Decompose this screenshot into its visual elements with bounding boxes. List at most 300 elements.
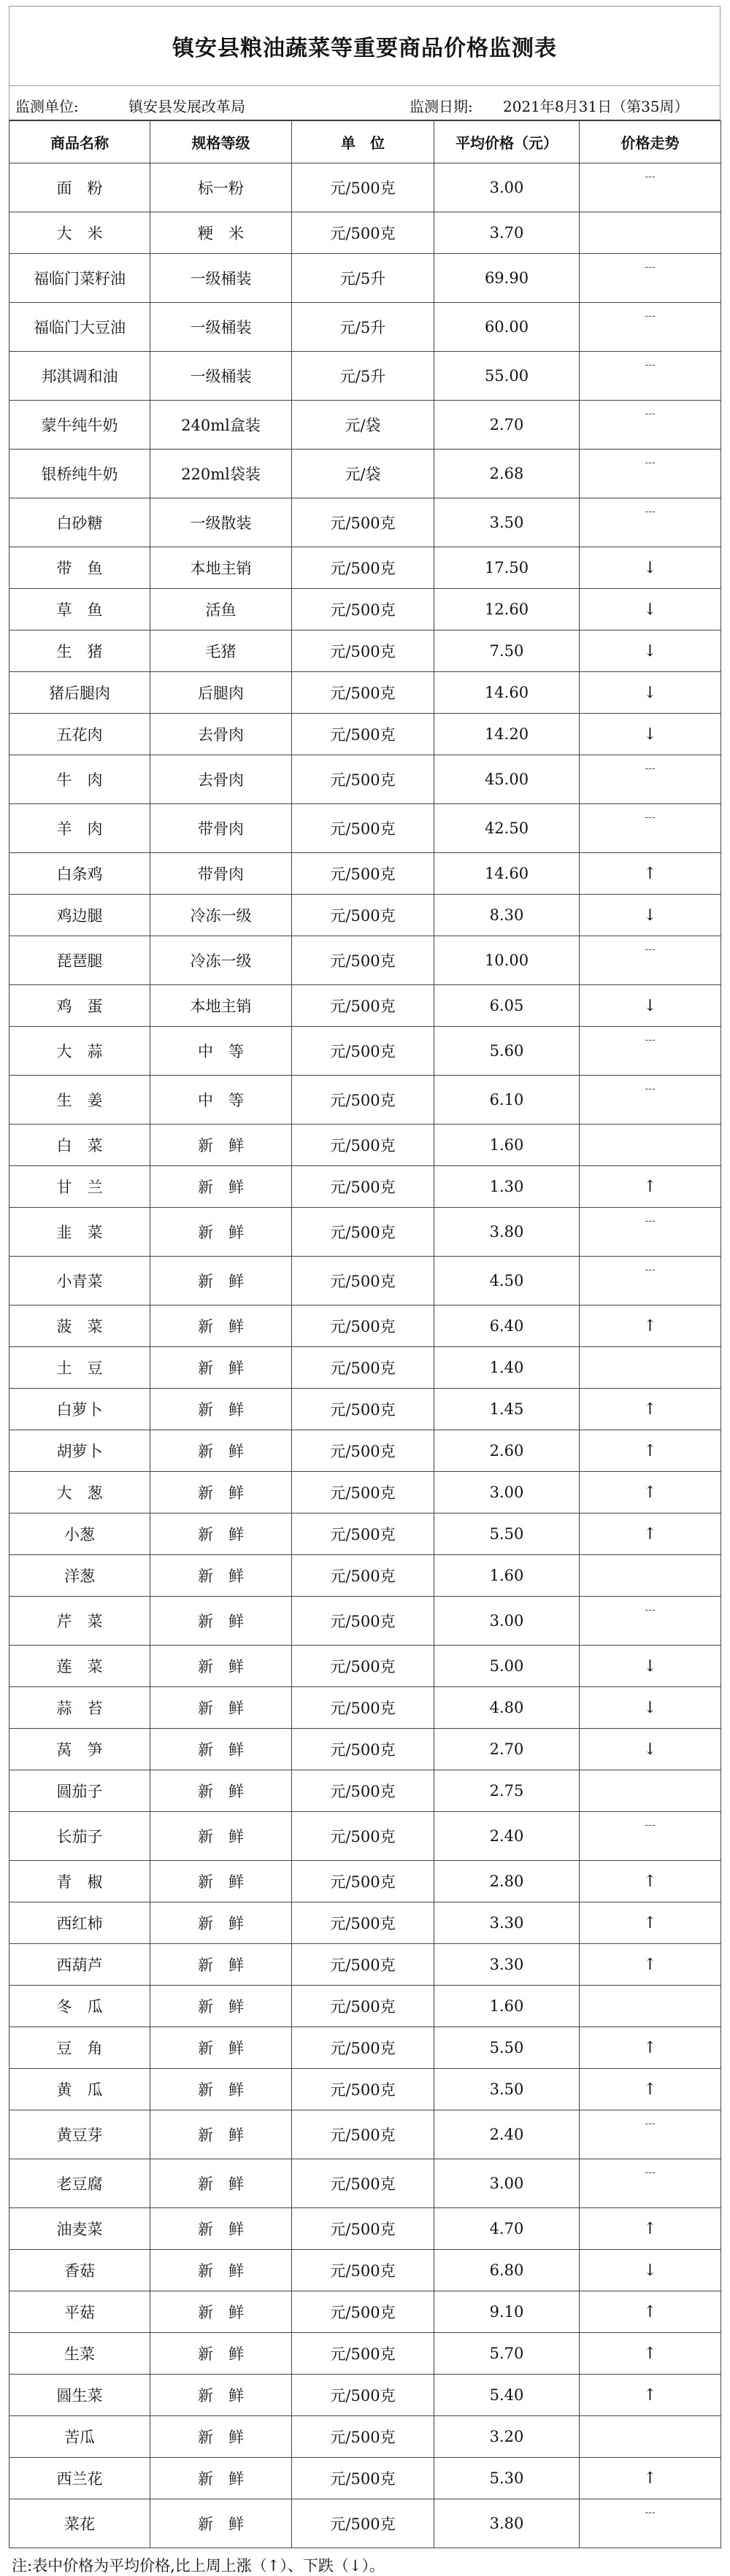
unit-cell: 元/500克 [292,985,434,1027]
spec-cell: 本地主销 [150,985,292,1027]
unit-cell: 元/袋 [292,450,434,498]
table-row [9,450,721,498]
price-cell: 5.40 [434,2375,580,2416]
unit-cell: 元/袋 [292,401,434,450]
price-cell: 2.40 [434,2110,580,2159]
unit-cell: 元/500克 [292,1389,434,1430]
header-trend: 价格走势 [580,121,721,163]
unit-cell: 元/500克 [292,714,434,755]
price-cell: 3.50 [434,498,580,547]
spec-cell: 新 鲜 [150,1812,292,1861]
unit-cell: 元/500克 [292,1861,434,1902]
unit-cell: 元/500克 [292,804,434,853]
spec-cell: 新 鲜 [150,1513,292,1555]
table-row [9,1513,721,1555]
table-row [9,630,721,672]
spec-cell: 一级散装 [150,498,292,547]
trend-cell [580,1125,721,1166]
spec-cell: 新 鲜 [150,1687,292,1729]
table-row [9,1770,721,1812]
product-name-cell: 菠 菜 [9,1306,150,1347]
trend-cell: ↓ [580,1729,721,1770]
table-row [9,895,721,936]
spec-cell: 新 鲜 [150,1770,292,1812]
unit-cell: 元/500克 [292,2499,434,2548]
price-cell: 1.30 [434,1166,580,1208]
table-row [9,853,721,895]
unit-label: 监测单位: [15,98,79,115]
product-name-cell: 生 姜 [9,1076,150,1125]
spec-cell: 新 鲜 [150,1389,292,1430]
product-name-cell: 油麦菜 [9,2208,150,2250]
product-name-cell: 冬 瓜 [9,1986,150,2027]
table-row [9,2159,721,2208]
table-row [9,1729,721,1770]
product-name-cell: 莲 菜 [9,1646,150,1687]
trend-cell: ↑ [580,2208,721,2250]
price-cell: 14.20 [434,714,580,755]
table-row [9,1076,721,1125]
spec-cell: 新 鲜 [150,1861,292,1902]
trend-cell: ↓ [580,547,721,589]
spec-cell: 新 鲜 [150,2110,292,2159]
table-row [9,1986,721,2027]
price-cell: 1.60 [434,1125,580,1166]
spec-cell: 新 鲜 [150,2499,292,2548]
price-cell: 6.05 [434,985,580,1027]
unit-cell: 元/500克 [292,630,434,672]
spec-cell: 新 鲜 [150,2458,292,2499]
product-name-cell: 白 菜 [9,1125,150,1166]
price-cell: 2.80 [434,1861,580,1902]
trend-cell: --- [580,163,721,212]
spec-cell: 新 鲜 [150,1472,292,1513]
product-name-cell: 苦瓜 [9,2416,150,2458]
spec-cell: 新 鲜 [150,2208,292,2250]
product-name-cell: 五花肉 [9,714,150,755]
table-row [9,2027,721,2069]
price-cell: 6.80 [434,2250,580,2291]
trend-cell: --- [580,1076,721,1125]
product-name-cell: 甘 兰 [9,1166,150,1208]
unit-value: 镇安县发展改革局 [128,98,245,115]
price-cell: 5.70 [434,2333,580,2375]
trend-cell: --- [580,450,721,498]
price-cell: 3.20 [434,2416,580,2458]
trend-cell: --- [580,1027,721,1076]
product-name-cell: 生 猪 [9,630,150,672]
unit-cell: 元/5升 [292,254,434,303]
unit-cell: 元/500克 [292,2375,434,2416]
unit-cell: 元/500克 [292,498,434,547]
trend-cell: ↑ [580,1166,721,1208]
trend-cell: ↑ [580,2027,721,2069]
table-body [9,163,721,2548]
product-name-cell: 羊 肉 [9,804,150,853]
table-row [9,2458,721,2499]
product-name-cell: 西红柿 [9,1902,150,1944]
product-name-cell: 韭 菜 [9,1208,150,1257]
product-name-cell: 西兰花 [9,2458,150,2499]
spec-cell: 新 鲜 [150,1555,292,1597]
price-cell: 55.00 [434,352,580,401]
price-cell: 3.00 [434,2159,580,2208]
trend-cell: ↑ [580,1430,721,1472]
table-row [9,2208,721,2250]
trend-cell: --- [580,804,721,853]
unit-cell: 元/500克 [292,1430,434,1472]
trend-cell: ↑ [580,1306,721,1347]
trend-cell: --- [580,755,721,804]
unit-cell: 元/500克 [292,1555,434,1597]
spec-cell: 新 鲜 [150,1166,292,1208]
table-row [9,1812,721,1861]
price-cell: 7.50 [434,630,580,672]
trend-cell [580,1347,721,1389]
table-row [9,1389,721,1430]
price-cell: 3.30 [434,1902,580,1944]
unit-cell: 元/500克 [292,1347,434,1389]
unit-cell: 元/500克 [292,2291,434,2333]
price-cell: 2.40 [434,1812,580,1861]
product-name-cell: 生菜 [9,2333,150,2375]
trend-cell: ↑ [580,1389,721,1430]
spec-cell: 220ml袋装 [150,450,292,498]
price-cell: 3.00 [434,1472,580,1513]
meta-row [9,86,721,120]
price-cell: 8.30 [434,895,580,936]
spec-cell: 新 鲜 [150,1986,292,2027]
unit-cell: 元/500克 [292,2027,434,2069]
trend-cell: ↓ [580,630,721,672]
price-cell: 3.80 [434,1208,580,1257]
product-name-cell: 福临门菜籽油 [9,254,150,303]
header-spec: 规格等级 [150,121,292,163]
spec-cell: 新 鲜 [150,1347,292,1389]
unit-cell: 元/500克 [292,2250,434,2291]
spec-cell: 新 鲜 [150,1306,292,1347]
product-name-cell: 老豆腐 [9,2159,150,2208]
unit-cell: 元/500克 [292,2458,434,2499]
product-name-cell: 福临门大豆油 [9,303,150,352]
spec-cell: 标一粉 [150,163,292,212]
product-name-cell: 洋葱 [9,1555,150,1597]
table-row [9,352,721,401]
footnote: 注:表中价格为平均价格,比上周上涨（↑）、下跌（↓）。 [12,2557,385,2575]
table-row [9,1472,721,1513]
price-cell: 5.30 [434,2458,580,2499]
product-name-cell: 土 豆 [9,1347,150,1389]
table-row [9,1646,721,1687]
spec-cell: 新 鲜 [150,1125,292,1166]
spec-cell: 新 鲜 [150,1430,292,1472]
price-cell: 5.60 [434,1027,580,1076]
price-cell: 9.10 [434,2291,580,2333]
unit-cell: 元/500克 [292,2208,434,2250]
trend-cell: ↓ [580,895,721,936]
table-row [9,714,721,755]
product-name-cell: 小葱 [9,1513,150,1555]
unit-cell: 元/500克 [292,895,434,936]
trend-cell: ↑ [580,2069,721,2110]
price-cell: 17.50 [434,547,580,589]
price-cell: 4.50 [434,1257,580,1306]
trend-cell: ↓ [580,985,721,1027]
spec-cell: 一级桶装 [150,254,292,303]
spec-cell: 新 鲜 [150,1729,292,1770]
price-cell: 3.30 [434,1944,580,1986]
table-row [9,1306,721,1347]
unit-cell: 元/500克 [292,1770,434,1812]
spec-cell: 去骨肉 [150,714,292,755]
table-row [9,498,721,547]
spec-cell: 新 鲜 [150,1257,292,1306]
product-name-cell: 邦淇调和油 [9,352,150,401]
trend-cell: --- [580,1208,721,1257]
price-cell: 10.00 [434,936,580,985]
product-name-cell: 莴 笋 [9,1729,150,1770]
trend-cell [580,212,721,254]
table-row [9,254,721,303]
unit-cell: 元/500克 [292,1125,434,1166]
unit-cell: 元/500克 [292,1944,434,1986]
spec-cell: 中 等 [150,1027,292,1076]
date-value: 2021年8月31日（第35周） [503,98,689,115]
table-row [9,303,721,352]
price-cell: 2.60 [434,1430,580,1472]
unit-cell: 元/500克 [292,2159,434,2208]
unit-cell: 元/500克 [292,1646,434,1687]
trend-cell: --- [580,2159,721,2208]
table-row [9,2499,721,2548]
product-name-cell: 香菇 [9,2250,150,2291]
unit-cell: 元/500克 [292,1027,434,1076]
table-row [9,163,721,212]
price-cell: 42.50 [434,804,580,853]
table-row [9,2250,721,2291]
header-name: 商品名称 [9,121,150,163]
unit-cell: 元/500克 [292,1208,434,1257]
spec-cell: 冷冻一级 [150,936,292,985]
unit-cell: 元/500克 [292,936,434,985]
price-cell: 2.70 [434,401,580,450]
table-row [9,212,721,254]
header-price: 平均价格（元） [434,121,580,163]
spec-cell: 240ml盒装 [150,401,292,450]
unit-cell: 元/500克 [292,2110,434,2159]
price-cell: 2.70 [434,1729,580,1770]
unit-cell: 元/500克 [292,2069,434,2110]
table-row [9,2291,721,2333]
unit-cell: 元/500克 [292,1812,434,1861]
product-name-cell: 大 米 [9,212,150,254]
price-cell: 2.68 [434,450,580,498]
trend-cell: --- [580,1812,721,1861]
trend-cell: --- [580,303,721,352]
table-row [9,1208,721,1257]
spec-cell: 活鱼 [150,589,292,630]
unit-cell: 元/500克 [292,1986,434,2027]
trend-cell: ↓ [580,714,721,755]
product-name-cell: 鸡边腿 [9,895,150,936]
product-name-cell: 面 粉 [9,163,150,212]
price-cell: 3.00 [434,163,580,212]
unit-cell: 元/500克 [292,1687,434,1729]
trend-cell: --- [580,936,721,985]
spec-cell: 新 鲜 [150,2250,292,2291]
spec-cell: 本地主销 [150,547,292,589]
product-name-cell: 小青菜 [9,1257,150,1306]
table-header [9,121,721,163]
price-cell: 6.10 [434,1076,580,1125]
table-row [9,672,721,714]
trend-cell: ↓ [580,1687,721,1729]
unit-cell: 元/5升 [292,303,434,352]
product-name-cell: 圆茄子 [9,1770,150,1812]
product-name-cell: 青 椒 [9,1861,150,1902]
table-row [9,1125,721,1166]
table-row [9,401,721,450]
spec-cell: 去骨肉 [150,755,292,804]
product-name-cell: 芹 菜 [9,1597,150,1646]
table-row [9,547,721,589]
price-cell: 69.90 [434,254,580,303]
spec-cell: 一级桶装 [150,303,292,352]
price-cell: 1.45 [434,1389,580,1430]
table-row [9,1902,721,1944]
product-name-cell: 蒜 苔 [9,1687,150,1729]
table-row [9,1347,721,1389]
product-name-cell: 黄 瓜 [9,2069,150,2110]
trend-cell: ↑ [580,1472,721,1513]
trend-cell: --- [580,2499,721,2548]
unit-cell: 元/500克 [292,2416,434,2458]
trend-cell [580,1555,721,1597]
table-row [9,2069,721,2110]
trend-cell: ↓ [580,1646,721,1687]
spec-cell: 新 鲜 [150,2027,292,2069]
spec-cell: 新 鲜 [150,2416,292,2458]
trend-cell [580,1986,721,2027]
trend-cell: ↑ [580,1861,721,1902]
trend-cell: ↑ [580,1944,721,1986]
table-row [9,1027,721,1076]
product-name-cell: 琵琶腿 [9,936,150,985]
unit-cell: 元/500克 [292,163,434,212]
trend-cell: --- [580,2110,721,2159]
unit-cell: 元/500克 [292,2333,434,2375]
table-row [9,755,721,804]
trend-cell: --- [580,254,721,303]
trend-cell: ↓ [580,672,721,714]
table-row [9,804,721,853]
product-name-cell: 大 蒜 [9,1027,150,1076]
trend-cell: ↑ [580,2375,721,2416]
price-cell: 3.50 [434,2069,580,2110]
table-row [9,985,721,1027]
unit-cell: 元/500克 [292,1729,434,1770]
spec-cell: 后腿肉 [150,672,292,714]
table-row [9,1861,721,1902]
product-name-cell: 长茄子 [9,1812,150,1861]
spec-cell: 新 鲜 [150,1646,292,1687]
trend-cell: --- [580,1597,721,1646]
spec-cell: 粳 米 [150,212,292,254]
trend-cell: ↑ [580,853,721,895]
product-name-cell: 白条鸡 [9,853,150,895]
spec-cell: 毛猪 [150,630,292,672]
unit-cell: 元/500克 [292,212,434,254]
table-row [9,2333,721,2375]
table-row [9,1944,721,1986]
unit-cell: 元/500克 [292,1597,434,1646]
unit-cell: 元/500克 [292,1902,434,1944]
header-unit: 单 位 [292,121,434,163]
trend-cell: ↓ [580,589,721,630]
trend-cell: ↓ [580,2250,721,2291]
table-row [9,2110,721,2159]
table-row [9,1257,721,1306]
trend-cell: --- [580,352,721,401]
spec-cell: 新 鲜 [150,2159,292,2208]
price-cell: 6.40 [434,1306,580,1347]
product-name-cell: 圆生菜 [9,2375,150,2416]
price-cell: 45.00 [434,755,580,804]
table-row [9,1597,721,1646]
product-name-cell: 蒙牛纯牛奶 [9,401,150,450]
trend-cell: ↑ [580,2333,721,2375]
unit-cell: 元/500克 [292,672,434,714]
product-name-cell: 白萝卜 [9,1389,150,1430]
product-name-cell: 黄豆芽 [9,2110,150,2159]
table-row [9,1555,721,1597]
table-row [9,2375,721,2416]
price-cell: 12.60 [434,589,580,630]
spec-cell: 新 鲜 [150,2375,292,2416]
unit-cell: 元/500克 [292,1257,434,1306]
price-cell: 5.50 [434,2027,580,2069]
unit-cell: 元/500克 [292,589,434,630]
product-name-cell: 西葫芦 [9,1944,150,1986]
price-cell: 1.60 [434,1986,580,2027]
price-cell: 1.40 [434,1347,580,1389]
date-label: 监测日期: [410,98,473,115]
trend-cell [580,2416,721,2458]
price-cell: 60.00 [434,303,580,352]
product-name-cell: 大 葱 [9,1472,150,1513]
unit-cell: 元/500克 [292,547,434,589]
trend-cell: ↑ [580,1513,721,1555]
page-title: 镇安县粮油蔬菜等重要商品价格监测表 [9,6,721,86]
price-cell: 1.60 [434,1555,580,1597]
trend-cell: --- [580,1257,721,1306]
product-name-cell: 平菇 [9,2291,150,2333]
product-name-cell: 白砂糖 [9,498,150,547]
unit-cell: 元/500克 [292,853,434,895]
spec-cell: 新 鲜 [150,1597,292,1646]
price-cell: 3.70 [434,212,580,254]
price-cell: 14.60 [434,853,580,895]
price-cell: 5.00 [434,1646,580,1687]
spec-cell: 一级桶装 [150,352,292,401]
price-cell: 3.80 [434,2499,580,2548]
table-row [9,1430,721,1472]
trend-cell: --- [580,498,721,547]
unit-cell: 元/5升 [292,352,434,401]
unit-cell: 元/500克 [292,1513,434,1555]
product-name-cell: 带 鱼 [9,547,150,589]
trend-cell [580,1770,721,1812]
